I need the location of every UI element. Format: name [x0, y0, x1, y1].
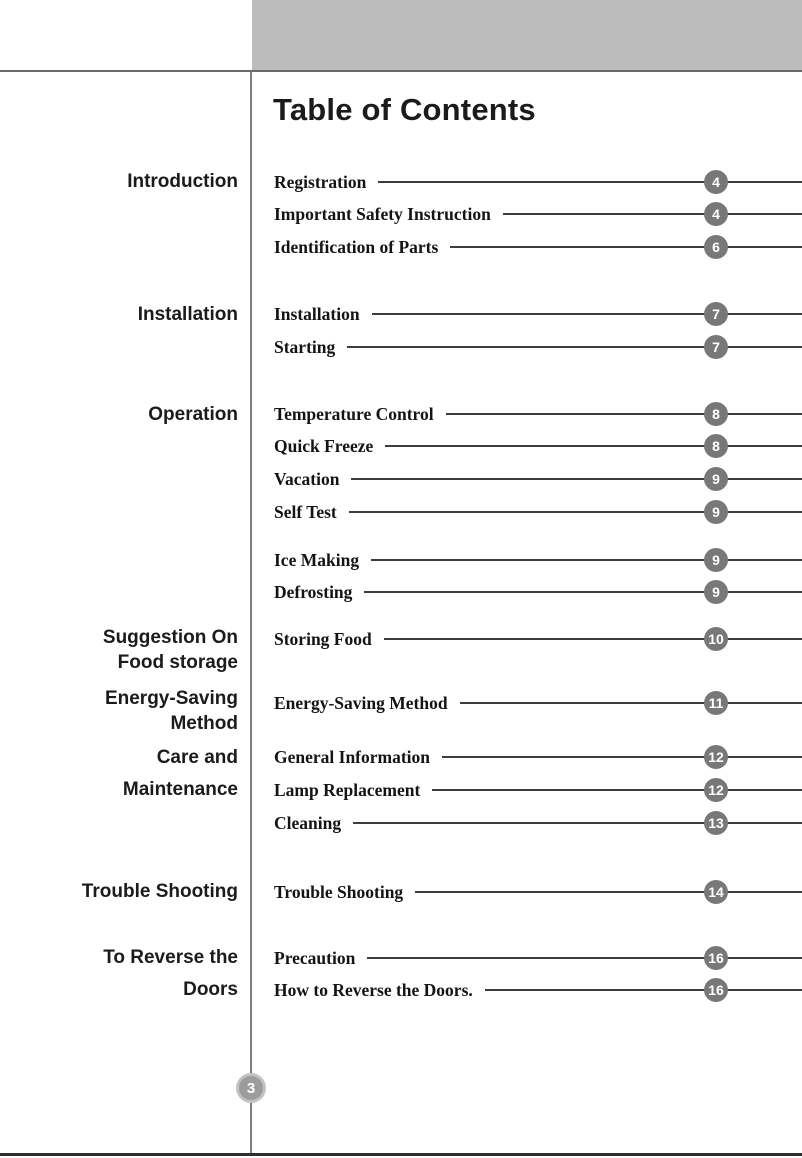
sidebar-section-installation: Installation [137, 304, 238, 325]
page-number-badge: 9 [704, 548, 728, 572]
toc-entry-label: Trouble Shooting [274, 881, 404, 902]
toc-entry-label: Self Test [274, 501, 337, 522]
leader-line [367, 957, 802, 959]
sidebar-section-care-and-maintenance: Care and Maintenance [122, 747, 238, 800]
toc-entry [274, 627, 802, 651]
toc-entry-label: How to Reverse the Doors. [274, 979, 473, 1000]
toc-entry-label: Vacation [274, 468, 340, 489]
toc-entry [274, 691, 802, 715]
page-number-badge: 8 [704, 402, 728, 426]
header-bar [252, 0, 802, 70]
page-number-badge: 6 [704, 235, 728, 259]
leader-line [353, 822, 802, 824]
leader-line [378, 181, 802, 183]
toc-entry [274, 548, 802, 572]
page-number-badge: 9 [704, 580, 728, 604]
toc-entry-label: Important Safety Instruction [274, 203, 491, 224]
toc-entry-label: Ice Making [274, 549, 360, 570]
toc-entry-label: Storing Food [274, 628, 372, 649]
page-number-badge: 16 [704, 978, 728, 1002]
page-number-badge: 13 [704, 811, 728, 835]
page-number-badge: 9 [704, 467, 728, 491]
leader-line [364, 591, 802, 593]
page-number-badge: 4 [704, 202, 728, 226]
leader-line [446, 413, 802, 415]
page-number-badge: 7 [704, 302, 728, 326]
leader-line [347, 346, 802, 348]
page-number-badge: 8 [704, 434, 728, 458]
vertical-divider [250, 72, 252, 1153]
leader-line [485, 989, 802, 991]
toc-entry [274, 170, 802, 194]
page-number-badge: 9 [704, 500, 728, 524]
toc-entry [274, 946, 802, 970]
toc-entry-label: Precaution [274, 947, 356, 968]
leader-line [384, 638, 802, 640]
leader-line [450, 246, 802, 248]
toc-entry-label: Starting [274, 336, 336, 357]
toc-entry [274, 778, 802, 802]
leader-line [460, 702, 802, 704]
leader-line [372, 313, 802, 315]
toc-entry [274, 745, 802, 769]
top-rule-divider [0, 70, 802, 72]
page-number-badge: 7 [704, 335, 728, 359]
sidebar-section-energy-saving-method: Energy-Saving Method [104, 688, 238, 734]
leader-line [349, 511, 802, 513]
toc-entry-label: Cleaning [274, 812, 342, 833]
toc-entry-label: Lamp Replacement [274, 779, 421, 800]
page-number-badge: 10 [704, 627, 728, 651]
page-number-badge: 12 [704, 745, 728, 769]
toc-entry-label: General Information [274, 746, 431, 767]
toc-entry-label: Energy-Saving Method [274, 692, 448, 713]
page-title: Table of Contents [273, 92, 536, 127]
toc-entry-label: Registration [274, 171, 367, 192]
leader-line [415, 891, 802, 893]
toc-entry [274, 302, 802, 326]
bottom-bar [0, 1153, 802, 1156]
toc-entry-label: Temperature Control [274, 403, 434, 424]
leader-line [503, 213, 802, 215]
toc-entry [274, 434, 802, 458]
leader-line [432, 789, 802, 791]
sidebar-section-trouble-shooting: Trouble Shooting [81, 881, 238, 902]
toc-entry [274, 978, 802, 1002]
page-number-badge: 16 [704, 946, 728, 970]
toc-entry [274, 402, 802, 426]
leader-line [385, 445, 802, 447]
page-number-badge: 14 [704, 880, 728, 904]
toc-entry [274, 202, 802, 226]
sidebar-section-to-reverse-the-doors: To Reverse the Doors [103, 947, 238, 1000]
toc-entry-label: Quick Freeze [274, 435, 374, 456]
sidebar-section-operation: Operation [148, 404, 238, 425]
toc-entry-label: Installation [274, 303, 360, 324]
sidebar-section-suggestion-on-food-storage: Suggestion On Food storage [102, 627, 238, 673]
toc-entry-label: Defrosting [274, 581, 353, 602]
current-page-number: 3 [239, 1076, 263, 1100]
toc-entry [274, 880, 802, 904]
toc-entry [274, 335, 802, 359]
toc-entry-label: Identification of Parts [274, 236, 439, 257]
leader-line [351, 478, 802, 480]
toc-entry [274, 580, 802, 604]
leader-line [442, 756, 802, 758]
toc-entry [274, 235, 802, 259]
leader-line [371, 559, 802, 561]
toc-entry [274, 500, 802, 524]
page-number-badge: 12 [704, 778, 728, 802]
sidebar-section-introduction: Introduction [127, 171, 238, 192]
page-number-badge: 11 [704, 691, 728, 715]
toc-entry [274, 467, 802, 491]
page-number-badge: 4 [704, 170, 728, 194]
toc-entry [274, 811, 802, 835]
current-page-badge [236, 1073, 266, 1103]
